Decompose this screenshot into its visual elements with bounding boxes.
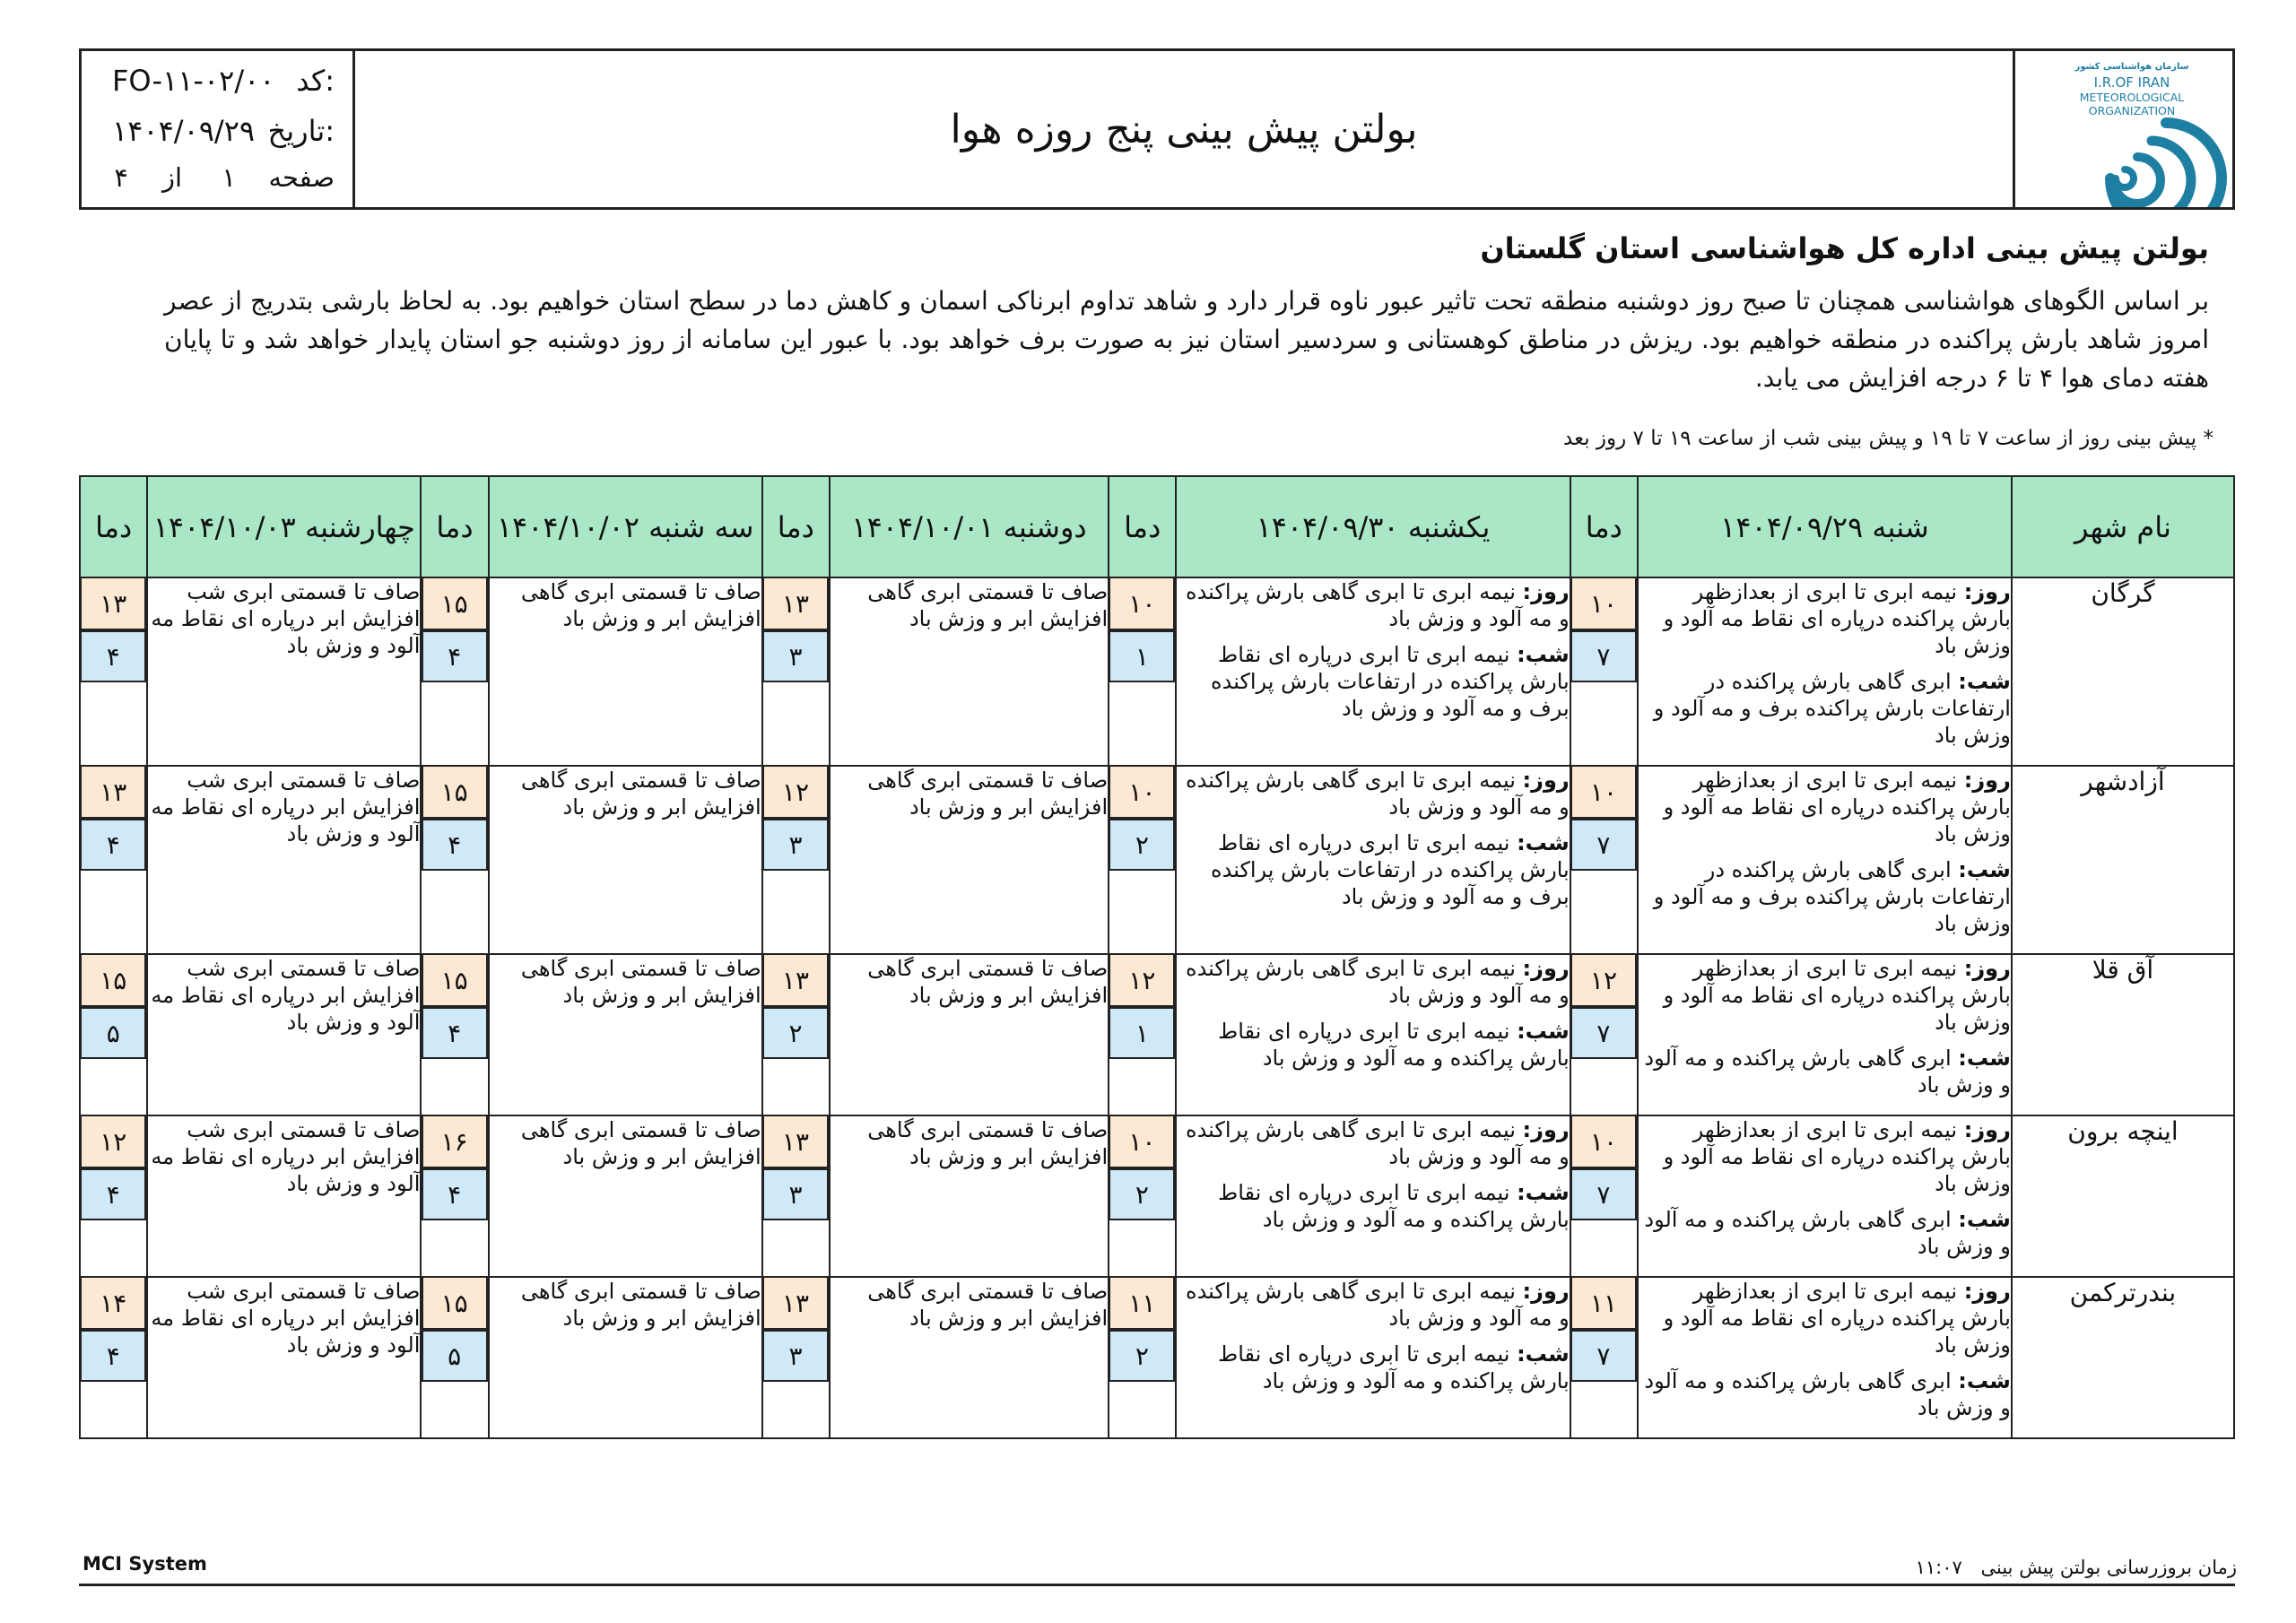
temp-cell xyxy=(80,766,147,954)
temp-min: ۳ xyxy=(762,630,829,682)
temp-cell xyxy=(1109,766,1176,954)
temp-cell xyxy=(1109,954,1176,1115)
temp-max: ۱۱ xyxy=(1570,1278,1637,1330)
night-text: ابری گاهی بارش پراکنده و مه آلود و وزش باد xyxy=(1644,1046,2011,1098)
forecast-cell xyxy=(1638,1277,2012,1438)
day-forecast xyxy=(1177,1116,1569,1170)
day-text: نیمه ابری تا ابری گاهی بارش پراکنده و مه آلود و وزش باد xyxy=(1186,768,1570,820)
temp-cell xyxy=(80,1115,147,1277)
footer-update xyxy=(1916,1557,2237,1578)
forecast-cell: صاف تا قسمتی ابری گاهی افزایش ابر و وزش باد xyxy=(830,766,1109,954)
day-label: روز: xyxy=(1522,579,1570,604)
temp-max: ۱۵ xyxy=(422,578,488,630)
bulletin-header xyxy=(79,48,2235,210)
forecast-cell: صاف تا قسمتی ابری شب افزایش ابر درپاره ای نقاط مه آلود و وزش باد xyxy=(147,577,421,766)
day-header-5: چهارشنبه ۱۴۰۴/۱۰/۰۳ xyxy=(147,476,421,577)
forecast-cell xyxy=(1176,1277,1570,1438)
day-forecast xyxy=(1177,955,1569,1009)
forecast-cell: صاف تا قسمتی ابری گاهی افزایش ابر و وزش باد xyxy=(489,577,762,766)
night-text: ابری گاهی بارش پراکنده در ارتفاعات بارش پراکنده برف و مه آلود و وزش باد xyxy=(1653,857,2011,936)
code-row xyxy=(82,64,352,103)
night-label: شب: xyxy=(1958,1207,2011,1232)
night-forecast xyxy=(1177,829,1569,910)
temp-cell xyxy=(762,577,830,766)
temp-cell xyxy=(80,1277,147,1438)
night-label: شب: xyxy=(1517,830,1570,855)
temp-max: ۱۵ xyxy=(422,955,488,1007)
day-label: روز: xyxy=(1522,956,1570,981)
temp-min: ۴ xyxy=(422,1168,488,1220)
day-forecast xyxy=(1177,767,1569,820)
day-header-4: سه شنبه ۱۴۰۴/۱۰/۰۲ xyxy=(489,476,762,577)
day-forecast xyxy=(1639,1116,2011,1197)
temp-max: ۱۳ xyxy=(762,578,829,630)
temp-min: ۳ xyxy=(762,1168,829,1220)
forecast-cell: صاف تا قسمتی ابری گاهی افزایش ابر و وزش باد xyxy=(489,954,762,1115)
forecast-cell: صاف تا قسمتی ابری شب افزایش ابر درپاره ای نقاط مه آلود و وزش باد xyxy=(147,1277,421,1438)
day-forecast xyxy=(1639,767,2011,847)
temp-cell xyxy=(1109,1115,1176,1277)
night-label: شب: xyxy=(1517,1180,1570,1205)
day-text: نیمه ابری تا ابری گاهی بارش پراکنده و مه آلود و وزش باد xyxy=(1186,956,1570,1008)
night-text: ابری گاهی بارش پراکنده و مه آلود و وزش باد xyxy=(1644,1207,2011,1259)
temp-cell xyxy=(762,766,830,954)
forecast-cell xyxy=(1176,766,1570,954)
temp-min: ۱ xyxy=(1109,630,1175,682)
day-text: نیمه ابری تا ابری از بعدازظهر بارش پراکنده درپاره ای نقاط مه آلود و وزش باد xyxy=(1663,956,2011,1035)
code-value: FO-۱۱-۰۲/۰۰ xyxy=(112,64,275,98)
temp-cell xyxy=(421,1277,488,1438)
temp-cell xyxy=(1109,577,1176,766)
night-label: شب: xyxy=(1517,1019,1570,1044)
night-text: ابری گاهی بارش پراکنده در ارتفاعات بارش پراکنده برف و مه آلود و وزش باد xyxy=(1653,669,2011,748)
footer-update-label: زمان بروزرسانی بولتن پیش بینی xyxy=(1980,1557,2237,1578)
night-label: شب: xyxy=(1958,1046,2011,1071)
page-label: صفحه xyxy=(268,162,335,193)
forecast-table xyxy=(79,475,2235,1439)
city-name: گرگان xyxy=(2012,577,2234,766)
temp-cell xyxy=(80,577,147,766)
day-text: نیمه ابری تا ابری از بعدازظهر بارش پراکنده درپاره ای نقاط مه آلود و وزش باد xyxy=(1663,579,2011,658)
forecast-cell: صاف تا قسمتی ابری گاهی افزایش ابر و وزش باد xyxy=(830,1277,1109,1438)
day-forecast xyxy=(1639,578,2011,659)
temp-max: ۱۳ xyxy=(80,767,146,819)
temp-max: ۱۵ xyxy=(422,1278,488,1330)
temp-cell xyxy=(421,577,488,766)
temp-max: ۱۳ xyxy=(762,1278,829,1330)
night-text: نیمه ابری تا ابری درپاره ای نقاط بارش پراکنده در ارتفاعات بارش پراکنده برف و مه آلود و وزش باد xyxy=(1211,830,1570,909)
city-name: اینچه برون xyxy=(2012,1115,2234,1277)
night-text: نیمه ابری تا ابری درپاره ای نقاط بارش پراکنده و مه آلود و وزش باد xyxy=(1218,1019,1570,1071)
forecast-cell xyxy=(1176,577,1570,766)
page-number: ۱ xyxy=(222,162,236,193)
temp-min: ۷ xyxy=(1570,630,1637,682)
temp-header-1: دما xyxy=(1570,476,1638,577)
night-label: شب: xyxy=(1958,1368,2011,1393)
date-label: تاریخ: xyxy=(267,114,335,148)
day-label: روز: xyxy=(1963,1117,2011,1142)
day-text: نیمه ابری تا ابری گاهی بارش پراکنده و مه آلود و وزش باد xyxy=(1186,579,1570,631)
night-label: شب: xyxy=(1517,642,1570,667)
day-text: نیمه ابری تا ابری گاهی بارش پراکنده و مه آلود و وزش باد xyxy=(1186,1117,1570,1169)
forecast-cell xyxy=(1638,766,2012,954)
page-total: ۴ xyxy=(114,162,128,193)
forecast-cell xyxy=(1176,954,1570,1115)
day-header-2: یکشنبه ۱۴۰۴/۰۹/۳۰ xyxy=(1176,476,1570,577)
forecast-cell xyxy=(1638,1115,2012,1277)
forecast-cell xyxy=(1176,1115,1570,1277)
temp-cell xyxy=(1570,954,1638,1115)
day-label: روز: xyxy=(1522,1117,1570,1142)
day-text: نیمه ابری تا ابری از بعدازظهر بارش پراکنده درپاره ای نقاط مه آلود و وزش باد xyxy=(1663,768,2011,846)
night-text: نیمه ابری تا ابری درپاره ای نقاط بارش پراکنده و مه آلود و وزش باد xyxy=(1218,1341,1570,1393)
temp-min: ۲ xyxy=(762,1007,829,1059)
temp-max: ۱۳ xyxy=(80,578,146,630)
page-of: از xyxy=(161,162,182,193)
temp-min: ۴ xyxy=(80,1168,146,1220)
footer-system: MCI System xyxy=(83,1553,207,1575)
temp-header-3: دما xyxy=(762,476,830,577)
night-text: نیمه ابری تا ابری درپاره ای نقاط بارش پراکنده در ارتفاعات بارش پراکنده برف و مه آلود و وزش باد xyxy=(1211,642,1570,721)
night-forecast xyxy=(1177,641,1569,722)
day-forecast xyxy=(1177,578,1569,632)
temp-min: ۲ xyxy=(1109,819,1175,871)
logo-line1: I.R.OF IRAN xyxy=(2093,74,2170,91)
forecast-cell: صاف تا قسمتی ابری گاهی افزایش ابر و وزش باد xyxy=(830,954,1109,1115)
city-header: نام شهر xyxy=(2012,476,2234,577)
temp-min: ۳ xyxy=(762,1330,829,1382)
temp-min: ۴ xyxy=(422,630,488,682)
night-forecast xyxy=(1639,856,2011,937)
logo-line3: ORGANIZATION xyxy=(2088,104,2176,117)
table-header-row xyxy=(80,476,2234,577)
city-name: بندرترکمن xyxy=(2012,1277,2234,1438)
day-forecast xyxy=(1639,955,2011,1036)
day-text: نیمه ابری تا ابری از بعدازظهر بارش پراکنده درپاره ای نقاط مه آلود و وزش باد xyxy=(1663,1279,2011,1358)
forecast-time-note: * پیش بینی روز از ساعت ۷ تا ۱۹ و پیش بینی شب از ساعت ۱۹ تا ۷ روز بعد xyxy=(1563,427,2213,450)
temp-cell xyxy=(762,954,830,1115)
temp-max: ۱۶ xyxy=(422,1116,488,1168)
temp-max: ۱۰ xyxy=(1109,767,1175,819)
temp-cell xyxy=(1570,577,1638,766)
night-forecast xyxy=(1177,1018,1569,1072)
table-row xyxy=(80,766,2234,954)
temp-min: ۴ xyxy=(80,1330,146,1382)
temp-max: ۱۲ xyxy=(1109,955,1175,1007)
temp-max: ۱۱ xyxy=(1109,1278,1175,1330)
day-text: نیمه ابری تا ابری گاهی بارش پراکنده و مه آلود و وزش باد xyxy=(1186,1279,1570,1331)
night-label: شب: xyxy=(1958,857,2011,882)
logo-swirl-icon xyxy=(2015,51,2227,207)
day-header-3: دوشنبه ۱۴۰۴/۱۰/۰۱ xyxy=(830,476,1109,577)
date-value: ۱۴۰۴/۰۹/۲۹ xyxy=(112,114,256,148)
temp-min: ۷ xyxy=(1570,1168,1637,1220)
temp-cell xyxy=(1109,1277,1176,1438)
day-label: روز: xyxy=(1522,1279,1570,1304)
temp-max: ۱۰ xyxy=(1570,767,1637,819)
forecast-cell xyxy=(1638,954,2012,1115)
temp-min: ۲ xyxy=(1109,1330,1175,1382)
temp-min: ۳ xyxy=(762,819,829,871)
day-label: روز: xyxy=(1963,956,2011,981)
intro-title: بولتن پیش بینی اداره کل هواشناسی استان گلستان xyxy=(1480,231,2209,265)
temp-header-4: دما xyxy=(421,476,488,577)
night-forecast xyxy=(1639,1206,2011,1260)
temp-max: ۱۵ xyxy=(422,767,488,819)
table-row xyxy=(80,1115,2234,1277)
temp-max: ۱۰ xyxy=(1570,578,1637,630)
day-label: روز: xyxy=(1963,768,2011,793)
code-label: کد: xyxy=(296,64,335,98)
forecast-cell: صاف تا قسمتی ابری گاهی افزایش ابر و وزش باد xyxy=(830,577,1109,766)
forecast-cell xyxy=(1638,577,2012,766)
day-label: روز: xyxy=(1522,768,1570,793)
day-forecast xyxy=(1177,1278,1569,1332)
footer-rule xyxy=(79,1584,2235,1586)
temp-cell xyxy=(1570,766,1638,954)
logo-fa-text: سازمان هواشناسی کشور xyxy=(2074,62,2189,72)
day-label: روز: xyxy=(1963,579,2011,604)
forecast-body xyxy=(80,577,2234,1438)
temp-min: ۴ xyxy=(422,1007,488,1059)
temp-max: ۱۲ xyxy=(762,767,829,819)
temp-max: ۱۰ xyxy=(1109,1116,1175,1168)
page-row xyxy=(82,162,352,202)
night-forecast xyxy=(1177,1341,1569,1394)
date-row xyxy=(82,114,352,153)
table-row xyxy=(80,954,2234,1115)
night-forecast xyxy=(1639,1045,2011,1098)
table-row xyxy=(80,1277,2234,1438)
temp-max: ۱۵ xyxy=(80,955,146,1007)
temp-max: ۱۰ xyxy=(1570,1116,1637,1168)
temp-min: ۷ xyxy=(1570,1330,1637,1382)
table-row xyxy=(80,577,2234,766)
temp-min: ۲ xyxy=(1109,1168,1175,1220)
day-forecast xyxy=(1639,1278,2011,1358)
temp-cell xyxy=(421,954,488,1115)
night-text: ابری گاهی بارش پراکنده و مه آلود و وزش باد xyxy=(1644,1368,2011,1420)
night-forecast xyxy=(1177,1179,1569,1233)
temp-min: ۴ xyxy=(422,819,488,871)
temp-min: ۷ xyxy=(1570,1007,1637,1059)
night-label: شب: xyxy=(1958,669,2011,694)
city-name: آزادشهر xyxy=(2012,766,2234,954)
temp-max: ۱۳ xyxy=(762,1116,829,1168)
temp-max: ۱۴ xyxy=(80,1278,146,1330)
intro-paragraph: بر اساس الگوهای هواشناسی همچنان تا صبح روز دوشنبه منطقه تحت تاثیر عبور ناوه قرار دارد و شاهد تداوم ابرناکی اسمان و کاهش دما در سطح استان خواهیم بود. به لحاظ بارشی بتدریج از عصر امروز شاهد بارش پراکنده در منطقه خواهیم بود. ریزش در مناطق کوهستانی و سردسیر استان نیز به صورت برف خواهد بود. با عبور این سامانه از روز دوشنبه جو استان پایدار خواهد شد و تا پایان هفته دمای هوا ۴ تا ۶ درجه افزایش می یابد. xyxy=(164,286,2209,393)
temp-max: ۱۲ xyxy=(1570,955,1637,1007)
temp-header-2: دما xyxy=(1109,476,1176,577)
org-logo xyxy=(2013,51,2232,207)
temp-min: ۱ xyxy=(1109,1007,1175,1059)
forecast-cell: صاف تا قسمتی ابری گاهی افزایش ابر و وزش باد xyxy=(489,766,762,954)
temp-min: ۴ xyxy=(80,819,146,871)
footer-update-time: ۱۱:۰۷ xyxy=(1915,1557,1962,1578)
forecast-cell: صاف تا قسمتی ابری گاهی افزایش ابر و وزش باد xyxy=(489,1115,762,1277)
forecast-cell: صاف تا قسمتی ابری گاهی افزایش ابر و وزش باد xyxy=(830,1115,1109,1277)
temp-max: ۱۰ xyxy=(1109,578,1175,630)
city-name: آق قلا xyxy=(2012,954,2234,1115)
temp-min: ۵ xyxy=(80,1007,146,1059)
temp-cell xyxy=(80,954,147,1115)
day-label: روز: xyxy=(1963,1279,2011,1304)
night-forecast xyxy=(1639,1367,2011,1421)
temp-max: ۱۲ xyxy=(80,1116,146,1168)
temp-cell xyxy=(421,766,488,954)
logo-line2: METEOROLOGICAL xyxy=(2079,91,2185,104)
forecast-cell: صاف تا قسمتی ابری شب افزایش ابر درپاره ای نقاط مه آلود و وزش باد xyxy=(147,766,421,954)
temp-cell xyxy=(1570,1277,1638,1438)
temp-cell xyxy=(762,1115,830,1277)
temp-cell xyxy=(421,1115,488,1277)
page-title: بولتن پیش بینی پنج روزه هوا xyxy=(950,106,1418,152)
forecast-cell: صاف تا قسمتی ابری گاهی افزایش ابر و وزش باد xyxy=(489,1277,762,1438)
temp-cell xyxy=(1570,1115,1638,1277)
night-forecast xyxy=(1639,668,2011,749)
temp-max: ۱۳ xyxy=(762,955,829,1007)
night-label: شب: xyxy=(1517,1341,1570,1367)
night-text: نیمه ابری تا ابری درپاره ای نقاط بارش پراکنده و مه آلود و وزش باد xyxy=(1218,1180,1570,1232)
day-header-1: شنبه ۱۴۰۴/۰۹/۲۹ xyxy=(1638,476,2012,577)
temp-min: ۷ xyxy=(1570,819,1637,871)
forecast-cell: صاف تا قسمتی ابری شب افزایش ابر درپاره ای نقاط مه آلود و وزش باد xyxy=(147,1115,421,1277)
temp-cell xyxy=(762,1277,830,1438)
day-text: نیمه ابری تا ابری از بعدازظهر بارش پراکنده درپاره ای نقاط مه آلود و وزش باد xyxy=(1663,1117,2011,1196)
forecast-cell: صاف تا قسمتی ابری شب افزایش ابر درپاره ای نقاط مه آلود و وزش باد xyxy=(147,954,421,1115)
temp-min: ۵ xyxy=(422,1330,488,1382)
temp-header-5: دما xyxy=(80,476,147,577)
document-meta xyxy=(82,51,355,207)
temp-min: ۴ xyxy=(80,630,146,682)
